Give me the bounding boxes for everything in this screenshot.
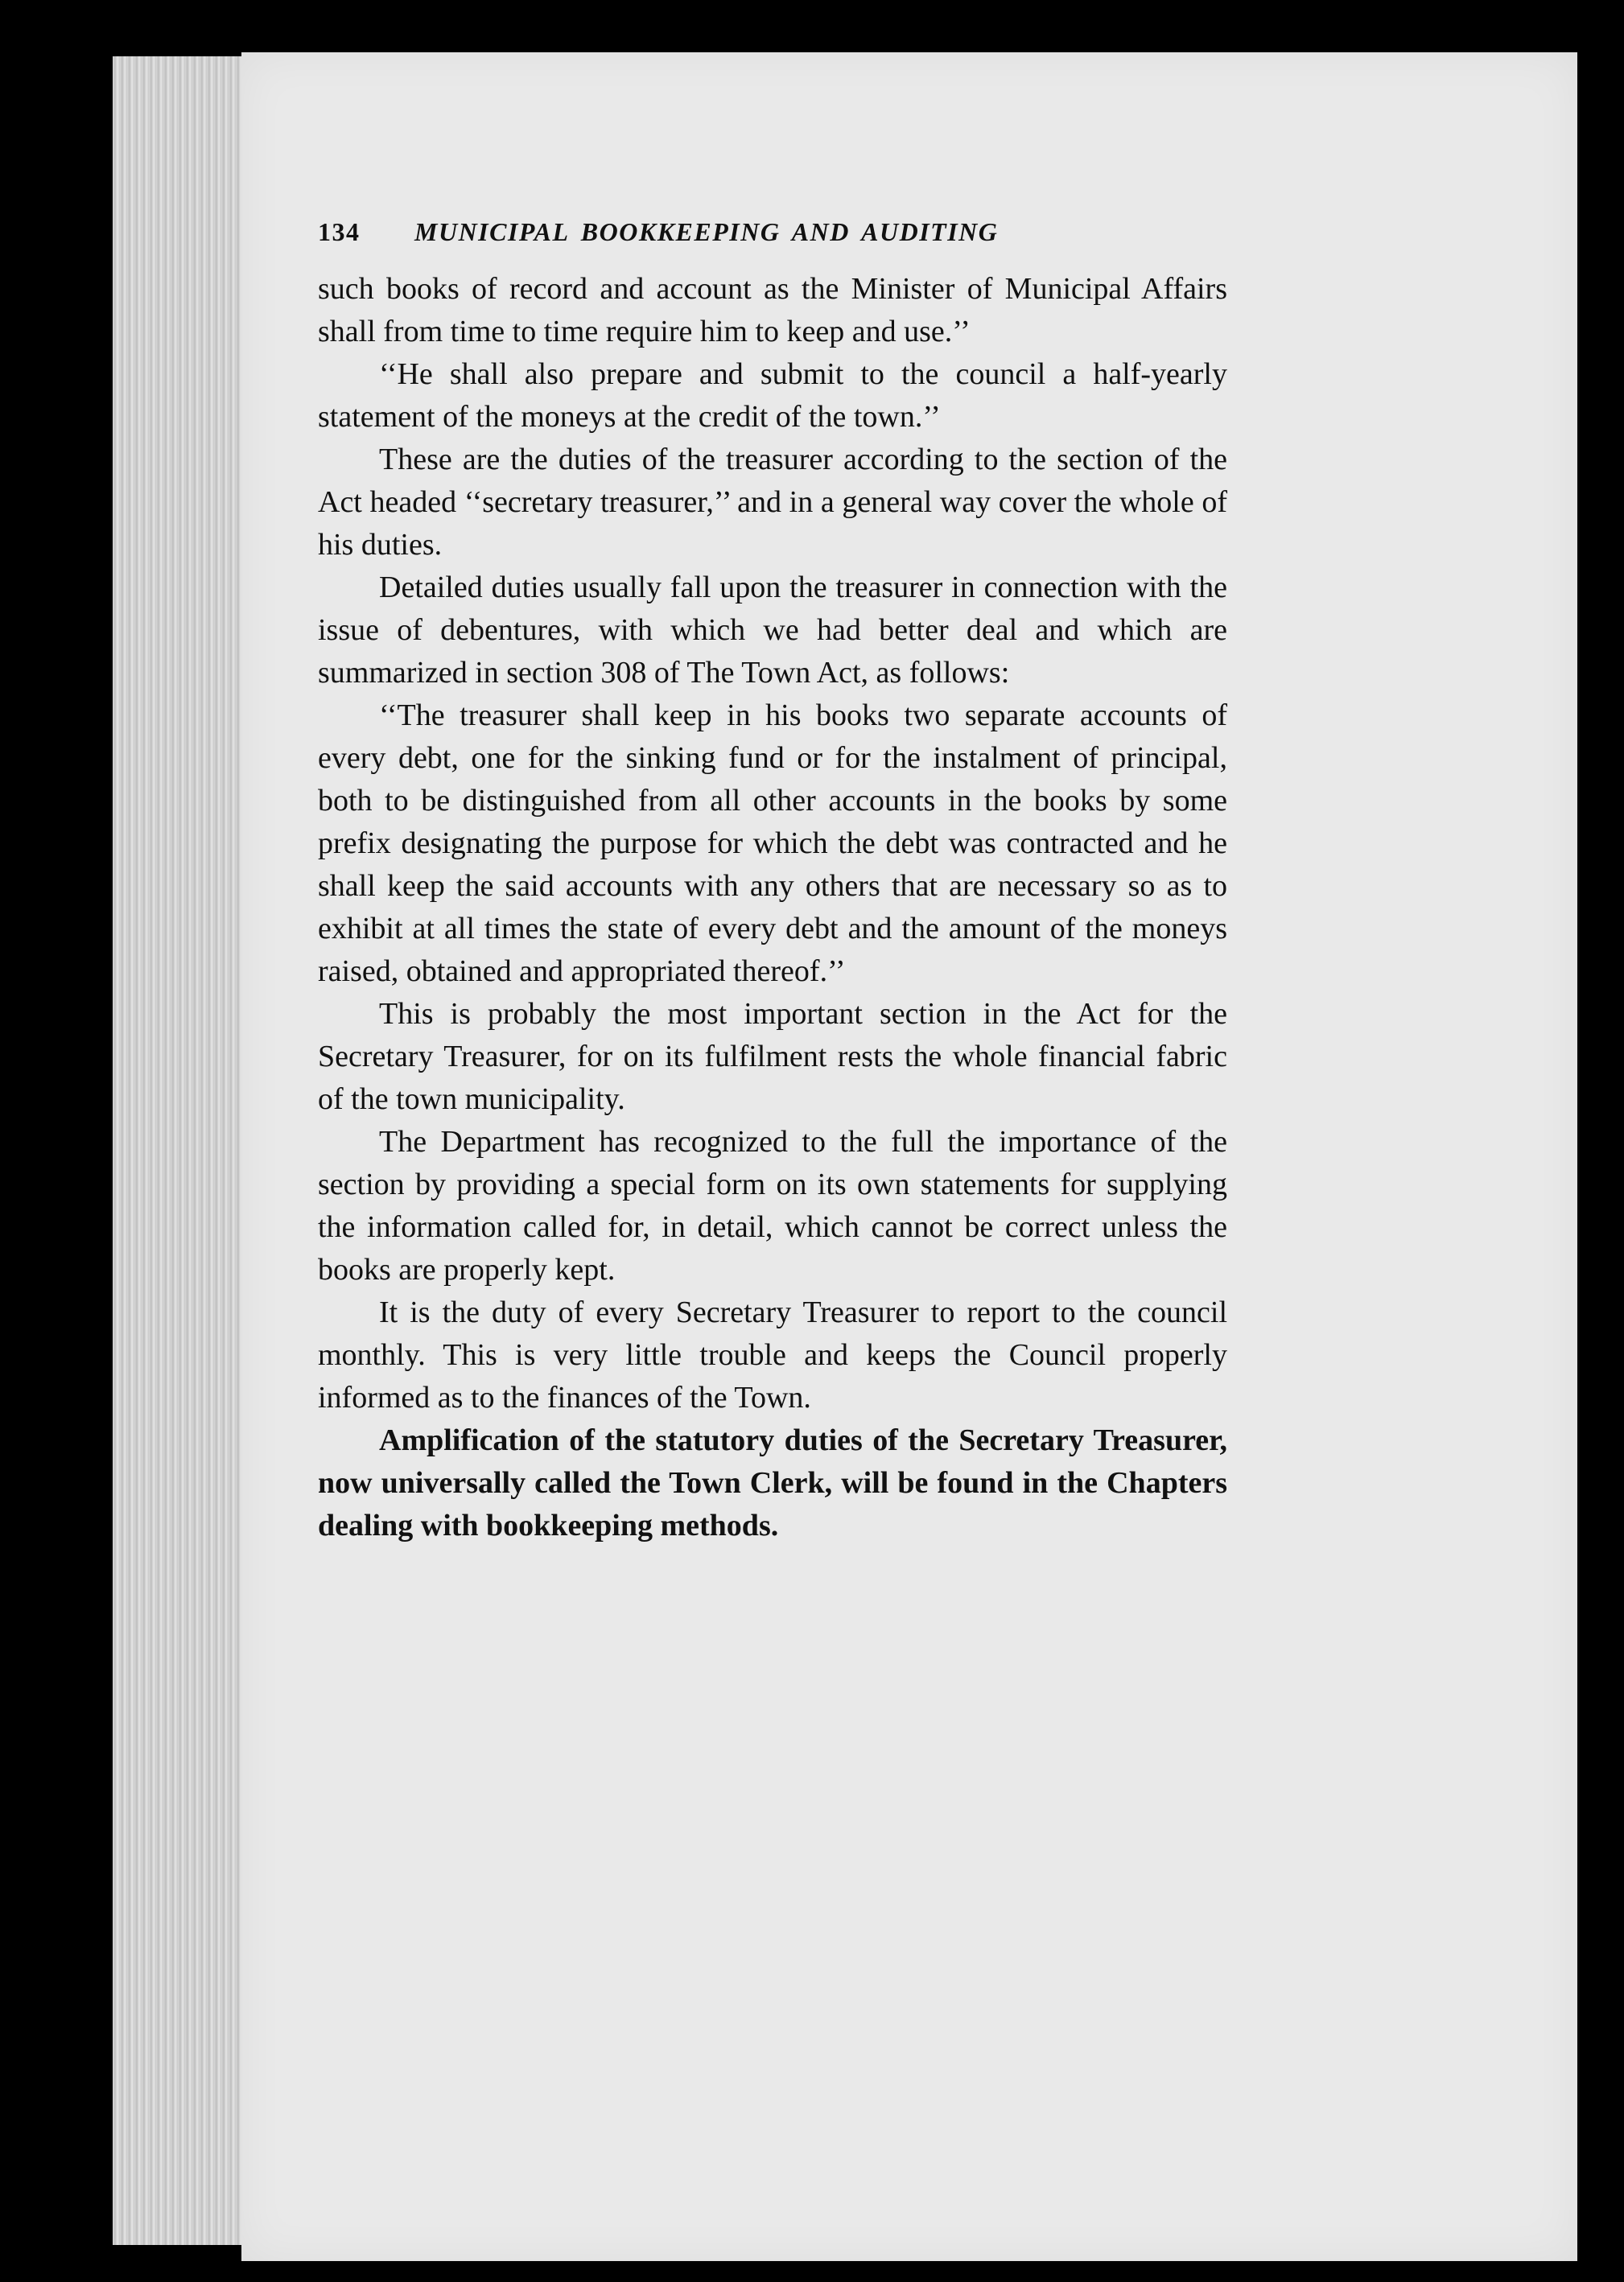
paragraph: ‘‘He shall also prepare and submit to the council a half-yearly statement of the moneys at the credit of the town.’’: [318, 357, 1227, 434]
paragraph: Amplification of the statutory duties of the Secretary Treasurer, now universally called the Town Clerk, will be found in the Chapters dealing with bookkeeping methods.: [318, 1423, 1227, 1543]
paragraph: These are the duties of the treasurer according to the section of the Act headed ‘‘secretary treasurer,’’ and in a general way cover the whole of his duties.: [318, 443, 1227, 562]
running-title: MUNICIPAL BOOKKEEPING AND AUDITING: [414, 217, 999, 246]
paragraph: such books of record and account as the Minister of Municipal Affairs shall from time to time require him to keep and use.’’: [318, 272, 1227, 348]
paragraph: The Department has recognized to the full the importance of the section by providing a special form on its own statements for supplying the information called for, in detail, which cannot be correct unless the books are properly kept.: [318, 1125, 1227, 1287]
paragraph: ‘‘The treasurer shall keep in his books two separate accounts of every debt, one for the sinking fund or for the instalment of principal, both to be distinguished from all other accounts in the books by some prefix designating the purpose for which the debt was contracted and he shall keep the said accounts with any others that are necessary so as to exhibit at all times the state of every debt and the amount of the moneys raised, obtained and appropriated thereof.’’: [318, 698, 1227, 988]
paragraph: It is the duty of every Secretary Treasurer to report to the council monthly. This is very little trouble and keeps the Council properly informed as to the finances of the Town.: [318, 1295, 1227, 1415]
running-header: [318, 217, 1227, 247]
page-content: [318, 217, 1227, 1547]
paragraph: Detailed duties usually fall upon the treasurer in connection with the issue of debentures, with which we had better deal and which are summarized in section 308 of The Town Act, as follows:: [318, 570, 1227, 690]
page-number: 134: [318, 217, 361, 246]
paragraph: This is probably the most important section in the Act for the Secretary Treasurer, for on its fulfilment rests the whole financial fabric of the town municipality.: [318, 997, 1227, 1116]
